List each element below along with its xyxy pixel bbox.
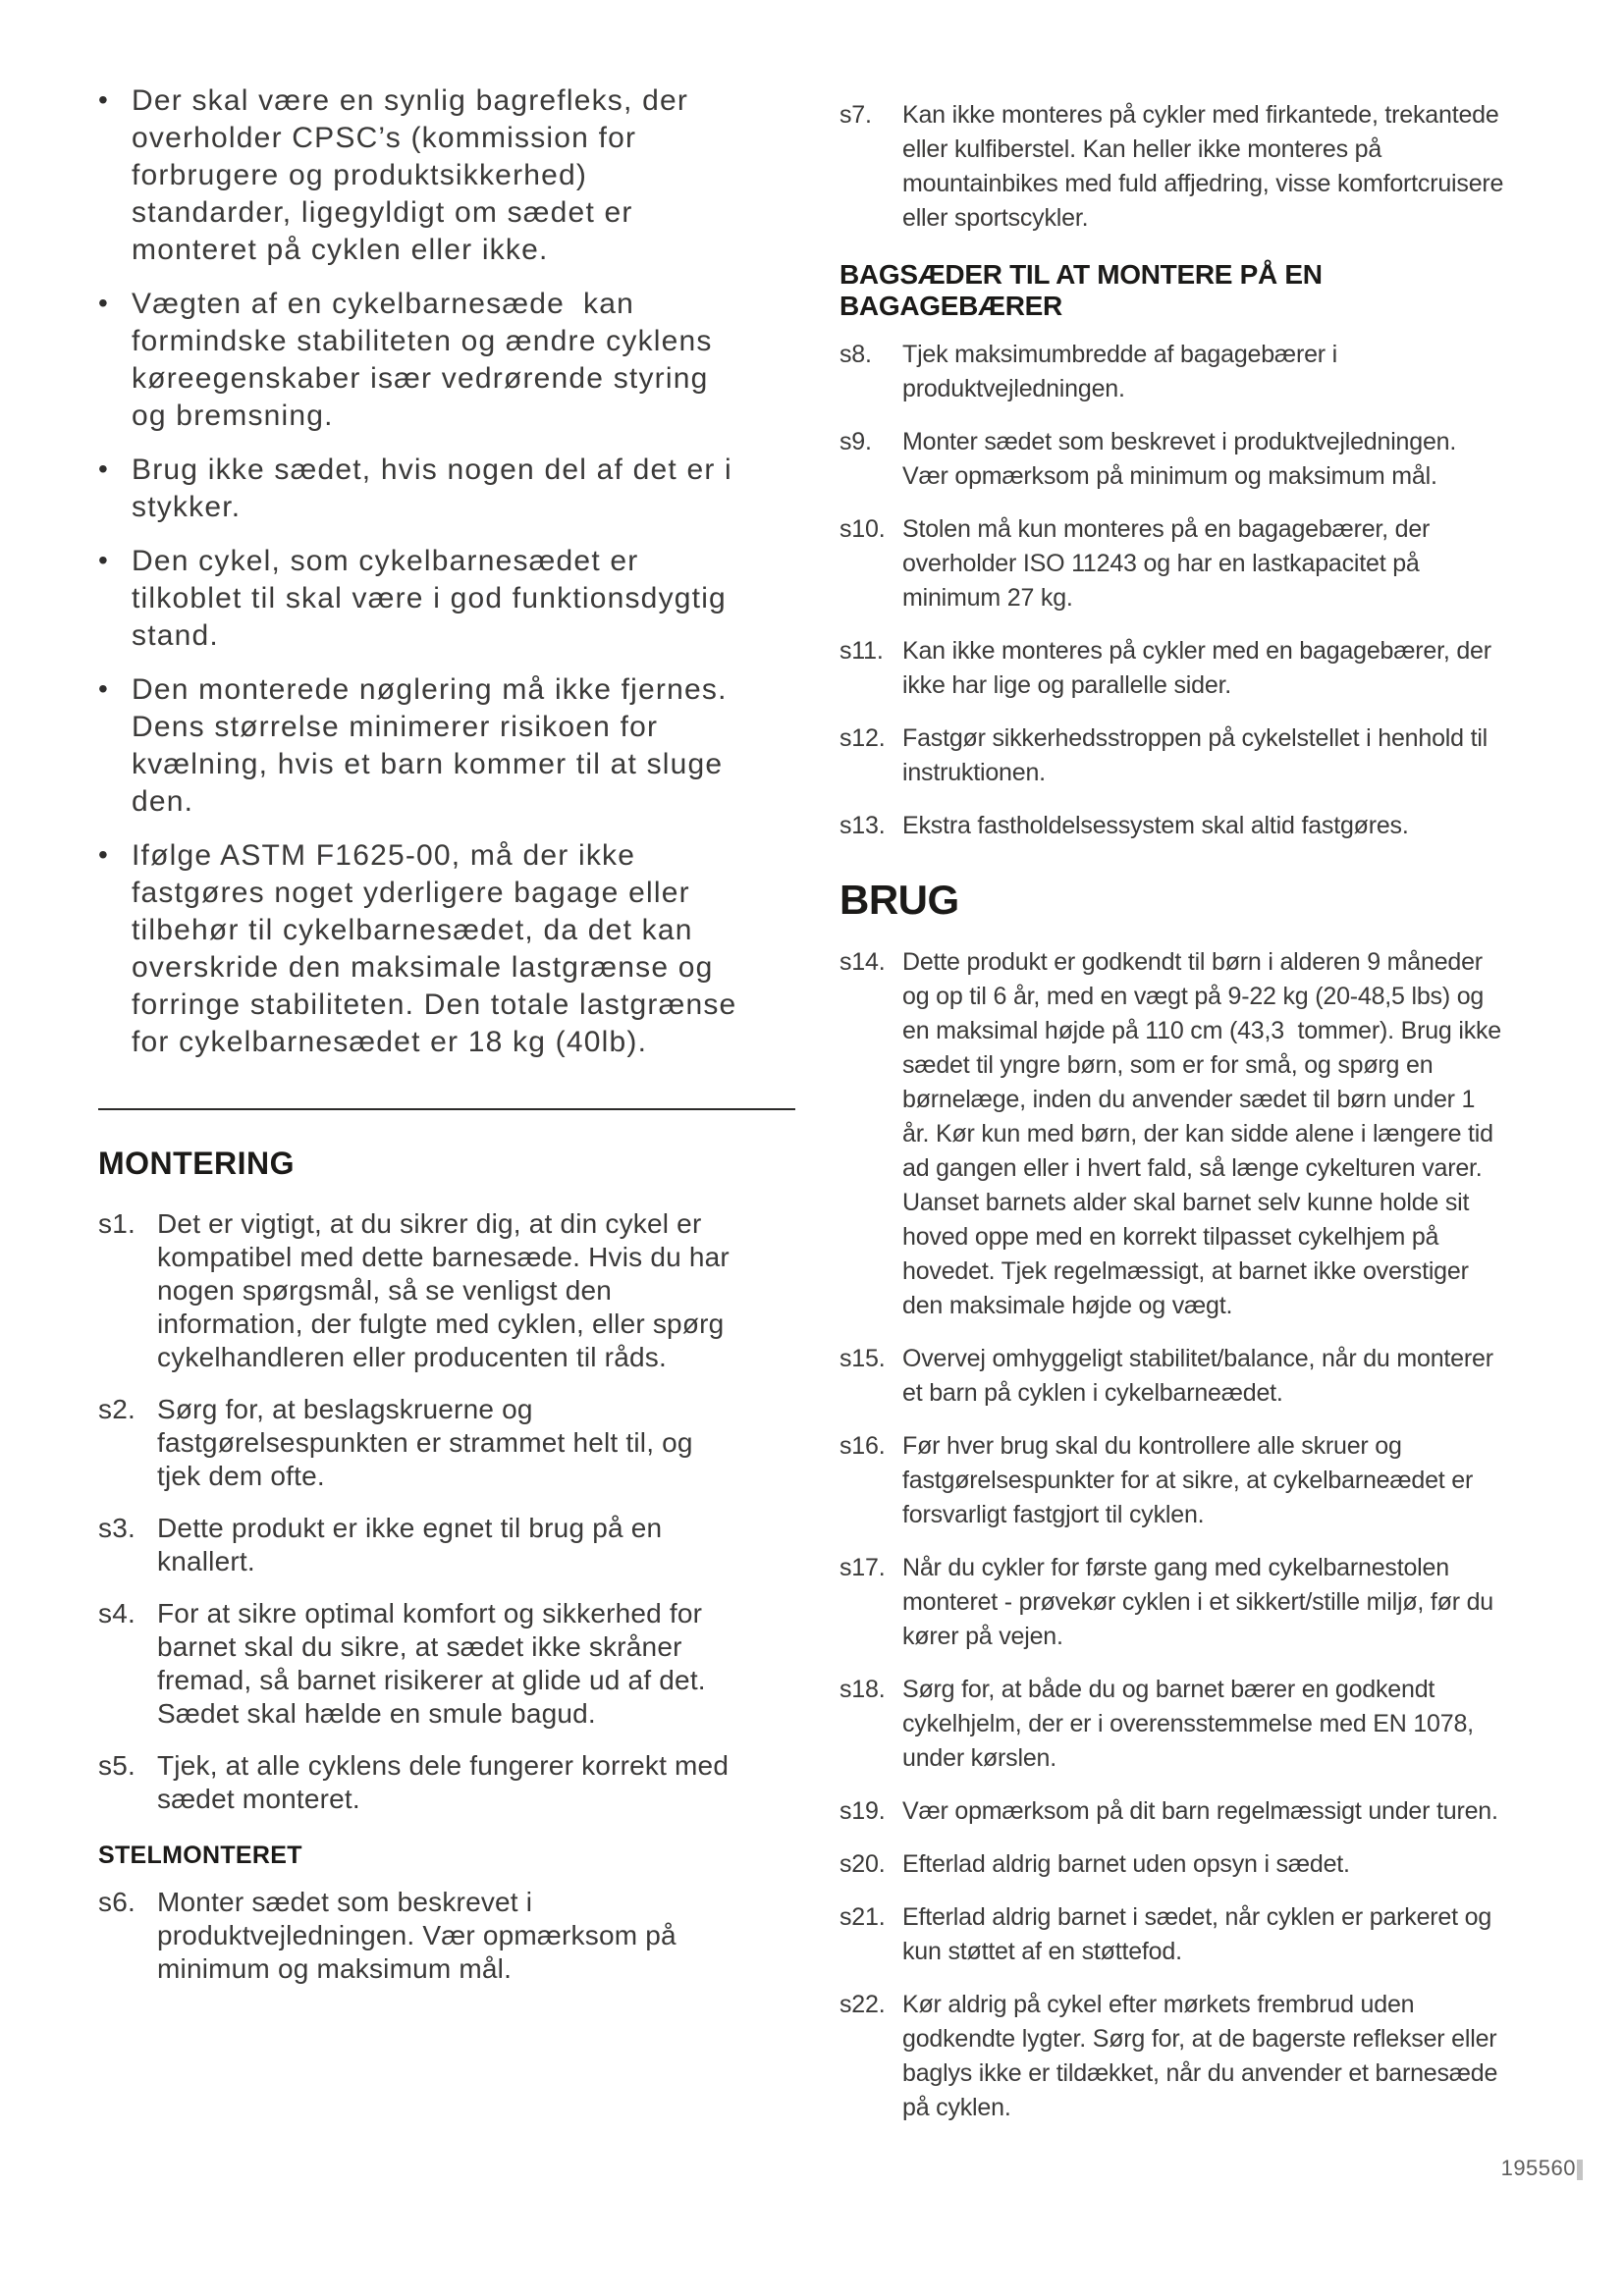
stelmonteret-step bbox=[98, 1886, 741, 1986]
item-text: Før hver brug skal du kontrollere alle skruer og fastgørelsespunkter for at sikre, at cykelbarneædet er forsvarligt fastgjort til cyklen. bbox=[902, 1432, 1480, 1528]
bullet-icon: • bbox=[98, 84, 110, 115]
warning-bullet-item bbox=[98, 671, 741, 821]
bagsaeder-step-list bbox=[839, 338, 1507, 843]
item-text: Vægten af en cykelbarnesæde kan formindske stabiliteten og ændre cyklens køreegenskaber især vedrørende styring og bremsning. bbox=[132, 288, 723, 432]
bullet-icon: • bbox=[98, 839, 110, 870]
item-text: Fastgør sikkerhedsstroppen på cykelstellet i henhold til instruktionen. bbox=[902, 724, 1494, 786]
item-text: Vær opmærksom på dit barn regelmæssigt under turen. bbox=[902, 1797, 1498, 1825]
brug-heading: BRUG bbox=[839, 877, 959, 923]
montering-heading: MONTERING bbox=[98, 1146, 296, 1181]
item-text: For at sikre optimal komfort og sikkerhed for barnet skal du sikre, at sædet ikke skråner fremad, så barnet risikerer at glide ud af det. Sædet skal hælde en smule bagud. bbox=[157, 1598, 714, 1729]
document-number-text: 195560 bbox=[1500, 2156, 1576, 2180]
item-text: Stolen må kun monteres på en bagagebærer, der overholder ISO 11243 og har en lastkapacitet på minimum 27 kg. bbox=[902, 515, 1436, 612]
step-number: s16. bbox=[839, 1432, 886, 1460]
item-text: Monter sædet som beskrevet i produktvejledningen. Vær opmærksom på minimum og maksimum mål. bbox=[902, 428, 1463, 490]
item-text: Sørg for, at beslagskruerne og fastgørelsespunkten er strammet helt til, og tjek dem ofte. bbox=[157, 1394, 701, 1491]
section-divider bbox=[98, 1108, 795, 1110]
item-text: Brug ikke sædet, hvis nogen del af det er i stykker. bbox=[132, 454, 742, 523]
item-text: Dette produkt er godkendt til børn i alderen 9 måneder og op til 6 år, med en vægt på 9-22 kg (20-48,5 lbs) og en maksimal højde på 110 cm (43,3 tommer). Brug ikke sædet til yngre børn, som er for små, og spørg en børnelæge, inden du anvender sædet til børn under 1 år. Kør kun med børn, der kan sidde alene i længere tid ad gangen eller i hvert fald, så længe cykelturen varer. Uanset barnets alder skal barnet selv kunne holde sit hoved oppe med en korrekt tilpasset cykelhjem på hovedet. Tjek regelmæssigt, at barnet ikke overstiger den maksimale højde og vægt. bbox=[902, 948, 1508, 1319]
step-number: s15. bbox=[839, 1345, 886, 1372]
stelmonteret-step-list bbox=[98, 1886, 741, 1986]
warning-bullet-item bbox=[98, 837, 746, 1061]
item-text: Sørg for, at både du og barnet bærer en godkendt cykelhjelm, der er i overensstemmelse med EN 1078, under kørslen. bbox=[902, 1676, 1481, 1772]
step-number: s12. bbox=[839, 724, 886, 752]
bullet-icon: • bbox=[98, 288, 110, 318]
item-text: Når du cykler for første gang med cykelbarnestolen monteret - prøvekør cyklen i et sikkert/stille miljø, før du kører på vejen. bbox=[902, 1554, 1500, 1650]
step-number: s6. bbox=[98, 1887, 135, 1917]
item-text: Den monterede nøglering må ikke fjernes. Dens størrelse minimerer risikoen for kvælning, hvis et barn kommer til at sluge den. bbox=[132, 673, 737, 818]
item-text: Der skal være en synlig bagrefleks, der overholder CPSC’s (kommission for forbrugere og produktsikkerhed) standarder, ligegyldigt om sædet er monteret på cyklen eller ikke. bbox=[132, 84, 698, 266]
bagsaeder-step bbox=[839, 338, 1507, 406]
montering-step bbox=[98, 1512, 741, 1578]
item-text: Tjek maksimumbredde af bagagebærer i produktvejledningen. bbox=[902, 341, 1344, 402]
bagsaeder-step bbox=[839, 512, 1507, 615]
item-text: Dette produkt er ikke egnet til brug på en knallert. bbox=[157, 1513, 671, 1576]
item-text: Kør aldrig på cykel efter mørkets frembrud uden godkendte lygter. Sørg for, at de bagerste reflekser eller baglys ikke er tildækket, når du anvender et barnesæde på cyklen. bbox=[902, 1991, 1504, 2121]
brug-step bbox=[839, 1900, 1507, 1969]
item-text: Ifølge ASTM F1625-00, må der ikke fastgøres noget yderligere bagage eller tilbehør til cykelbarnesædet, da det kan overskride den maksimale lastgrænse og forringe stabiliteten. Den totale lastgrænse for cykelbarnesædet er 18 kg (40lb). bbox=[132, 839, 746, 1058]
bagsaeder-step bbox=[839, 721, 1507, 790]
bullet-icon: • bbox=[98, 454, 110, 484]
warning-bullet-item bbox=[98, 452, 741, 526]
brug-step bbox=[839, 945, 1507, 1323]
step-number: s21. bbox=[839, 1903, 886, 1931]
bullet-icon: • bbox=[98, 545, 110, 575]
step-number: s4. bbox=[98, 1598, 135, 1629]
step-number: s8. bbox=[839, 341, 872, 368]
bagsaeder-step bbox=[839, 425, 1507, 494]
montering-step bbox=[98, 1597, 741, 1731]
step-number: s1. bbox=[98, 1208, 135, 1239]
warnings-bullet-list bbox=[98, 82, 746, 1061]
step-number: s14. bbox=[839, 948, 886, 976]
left-column bbox=[98, 82, 746, 2004]
bagsaeder-step bbox=[839, 634, 1507, 703]
step-number: s17. bbox=[839, 1554, 886, 1581]
warning-bullet-item bbox=[98, 543, 741, 655]
stelmonteret-step bbox=[839, 98, 1510, 236]
montering-step bbox=[98, 1749, 741, 1816]
step-number: s9. bbox=[839, 428, 872, 455]
step-number: s11. bbox=[839, 637, 884, 665]
item-text: Efterlad aldrig barnet i sædet, når cyklen er parkeret og kun støttet af en støttefod. bbox=[902, 1903, 1498, 1965]
footer-end-mark bbox=[1577, 2160, 1583, 2180]
right-column bbox=[839, 98, 1510, 2144]
step-number: s7. bbox=[839, 101, 872, 129]
stelmonteret-heading: STELMONTERET bbox=[98, 1842, 302, 1869]
bagsaeder-heading: BAGSÆDER TIL AT MONTERE PÅ EN BAGAGEBÆRER bbox=[839, 259, 1323, 321]
stelmonteret-extra-step-list bbox=[839, 98, 1510, 236]
step-number: s10. bbox=[839, 515, 886, 543]
document-number bbox=[1501, 2156, 1583, 2181]
item-text: Kan ikke monteres på cykler med en bagagebærer, der ikke har lige og parallelle sider. bbox=[902, 637, 1498, 699]
step-number: s18. bbox=[839, 1676, 886, 1703]
montering-step-list bbox=[98, 1207, 741, 1816]
brug-step bbox=[839, 1847, 1507, 1882]
item-text: Kan ikke monteres på cykler med firkantede, trekantede eller kulfiberstel. Kan heller ikke monteres på mountainbikes med fuld affjedring, visse komfortcruisere eller sportscykler. bbox=[902, 101, 1510, 232]
brug-step bbox=[839, 1342, 1507, 1411]
warning-bullet-item bbox=[98, 286, 741, 435]
bullet-icon: • bbox=[98, 673, 110, 704]
brug-step bbox=[839, 1794, 1507, 1829]
step-number: s22. bbox=[839, 1991, 886, 2018]
brug-step bbox=[839, 1551, 1507, 1654]
step-number: s19. bbox=[839, 1797, 886, 1825]
brug-step-list bbox=[839, 945, 1507, 2125]
brug-step bbox=[839, 1988, 1507, 2125]
step-number: s13. bbox=[839, 812, 886, 839]
item-text: Ekstra fastholdelsessystem skal altid fastgøres. bbox=[902, 812, 1409, 839]
brug-step bbox=[839, 1673, 1507, 1776]
warning-bullet-item bbox=[98, 82, 741, 269]
brug-step bbox=[839, 1429, 1507, 1532]
montering-step bbox=[98, 1207, 741, 1374]
item-text: Den cykel, som cykelbarnesædet er tilkoblet til skal være i god funktionsdygtig stand. bbox=[132, 545, 736, 652]
step-number: s2. bbox=[98, 1394, 135, 1424]
item-text: Efterlad aldrig barnet uden opsyn i sædet. bbox=[902, 1850, 1350, 1878]
item-text: Det er vigtigt, at du sikrer dig, at din cykel er kompatibel med dette barnesæde. Hvis du har nogen spørgsmål, så se venligst den information, der fulgte med cyklen, eller spørg cykelhandleren eller producenten til råds. bbox=[157, 1208, 737, 1372]
montering-step bbox=[98, 1393, 741, 1493]
item-text: Overvej omhyggeligt stabilitet/balance, når du monterer et barn på cyklen i cykelbarneædet. bbox=[902, 1345, 1500, 1407]
step-number: s20. bbox=[839, 1850, 886, 1878]
item-text: Monter sædet som beskrevet i produktvejledningen. Vær opmærksom på minimum og maksimum mål. bbox=[157, 1887, 684, 1984]
step-number: s5. bbox=[98, 1750, 135, 1781]
bagsaeder-step bbox=[839, 809, 1507, 843]
step-number: s3. bbox=[98, 1513, 135, 1543]
item-text: Tjek, at alle cyklens dele fungerer korrekt med sædet monteret. bbox=[157, 1750, 737, 1814]
